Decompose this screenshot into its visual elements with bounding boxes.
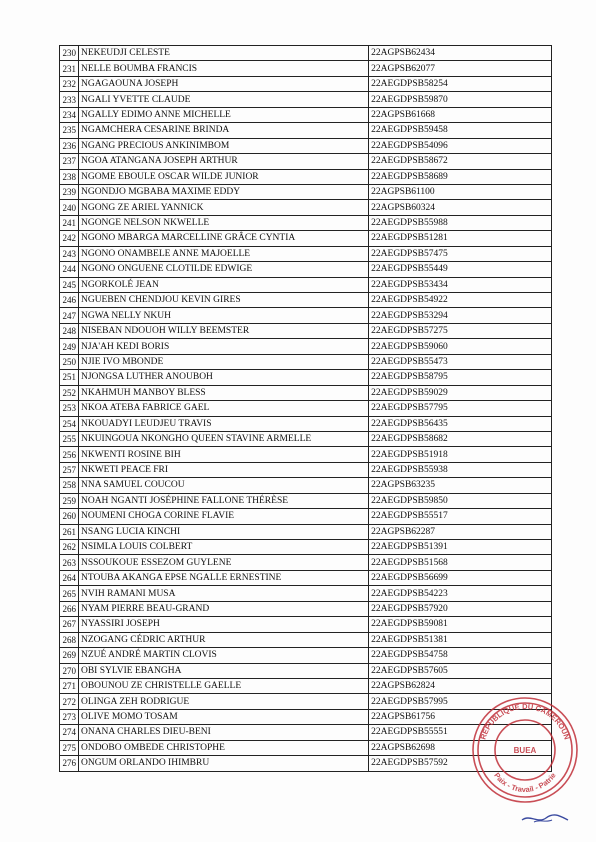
candidate-code: 22AEGDPSB57795	[369, 401, 552, 416]
signature-mark	[520, 808, 570, 828]
candidate-code: 22AEGDPSB57475	[369, 246, 552, 261]
candidate-name: NKUINGOUA NKONGHO QUEEN STAVINE ARMELLE	[78, 431, 368, 446]
row-number: 275	[60, 740, 79, 755]
row-number: 237	[60, 154, 79, 169]
row-number: 246	[60, 293, 79, 308]
table-row	[60, 678, 552, 693]
candidate-name: NZOGANG CÉDRIC ARTHUR	[78, 632, 368, 647]
table-row	[60, 447, 552, 462]
candidate-code: 22AEGDPSB58682	[369, 431, 552, 446]
candidate-code: 22AEGDPSB59850	[369, 493, 552, 508]
candidate-code: 22AGPSB62434	[369, 46, 552, 61]
candidate-code: 22AGPSB63235	[369, 478, 552, 493]
row-number: 265	[60, 586, 79, 601]
candidate-code: 22AEGDPSB51391	[369, 540, 552, 555]
table-row	[60, 107, 552, 122]
table-row	[60, 92, 552, 107]
candidate-name: NGONDJO MGBABA MAXIME EDDY	[78, 184, 368, 199]
candidate-name: NKWETI PEACE FRI	[78, 462, 368, 477]
row-number: 270	[60, 663, 79, 678]
candidate-name: NGALLY EDIMO ANNE MICHELLE	[78, 107, 368, 122]
candidate-code: 22AEGDPSB56699	[369, 570, 552, 585]
candidate-name: NYAM PIERRE BEAU-GRAND	[78, 601, 368, 616]
candidate-code: 22AEGDPSB55551	[369, 725, 552, 740]
row-number: 273	[60, 709, 79, 724]
row-number: 234	[60, 107, 79, 122]
candidate-name: OBI SYLVIE EBANGHA	[78, 663, 368, 678]
candidate-name: NGOA ATANGANA JOSEPH ARTHUR	[78, 154, 368, 169]
candidate-code: 22AEGDPSB55938	[369, 462, 552, 477]
table-row	[60, 524, 552, 539]
candidate-list-table	[59, 45, 552, 772]
candidate-code: 22AEGDPSB57995	[369, 694, 552, 709]
candidate-code: 22AEGDPSB59458	[369, 123, 552, 138]
candidate-name: ONDOBO OMBEDE CHRISTOPHE	[78, 740, 368, 755]
candidate-name: NISEBAN NDOUOH WILLY BEEMSTER	[78, 323, 368, 338]
candidate-code: 22AEGDPSB59029	[369, 385, 552, 400]
candidate-name: NGOME EBOULE OSCAR WILDE JUNIOR	[78, 169, 368, 184]
candidate-name: NKWENTI ROSINE BIH	[78, 447, 368, 462]
table-row	[60, 555, 552, 570]
row-number: 230	[60, 46, 79, 61]
candidate-code: 22AEGDPSB51918	[369, 447, 552, 462]
candidate-code: 22AEGDPSB57605	[369, 663, 552, 678]
candidate-code: 22AEGDPSB58254	[369, 76, 552, 91]
candidate-code: 22AEGDPSB57275	[369, 323, 552, 338]
table-row	[60, 570, 552, 585]
candidate-name: NKOUADYI LEUDJEU TRAVIS	[78, 416, 368, 431]
candidate-code: 22AGPSB60324	[369, 200, 552, 215]
table-row	[60, 138, 552, 153]
candidate-name: ONGUM ORLANDO IHIMBRU	[78, 756, 368, 771]
candidate-name: NJONGSA LUTHER ANOUBOH	[78, 370, 368, 385]
candidate-code: 22AGPSB62824	[369, 678, 552, 693]
candidate-code: 22AEGDPSB54758	[369, 648, 552, 663]
candidate-code: 22AEGDPSB58672	[369, 154, 552, 169]
candidate-name: ONANA CHARLES DIEU-BENI	[78, 725, 368, 740]
row-number: 241	[60, 215, 79, 230]
table-row	[60, 169, 552, 184]
row-number: 233	[60, 92, 79, 107]
row-number: 262	[60, 540, 79, 555]
candidate-code: 22AEGDPSB59081	[369, 617, 552, 632]
row-number: 239	[60, 184, 79, 199]
table-row	[60, 401, 552, 416]
candidate-code: 22AEGDPSB54096	[369, 138, 552, 153]
candidate-name: NGWA NELLY NKUH	[78, 308, 368, 323]
candidate-name: NGONO ONGUENE CLOTILDE EDWIGE	[78, 262, 368, 277]
candidate-name: NKOA ATEBA FABRICE GAEL	[78, 401, 368, 416]
candidate-name: NJIE IVO MBONDE	[78, 354, 368, 369]
table-row	[60, 385, 552, 400]
candidate-code: 22AEGDPSB58689	[369, 169, 552, 184]
table-row	[60, 154, 552, 169]
svg-text:Paix - Travail - Patrie: Paix - Travail - Patrie	[492, 770, 558, 795]
table-row	[60, 509, 552, 524]
table-row	[60, 76, 552, 91]
candidate-code: 22AEGDPSB51568	[369, 555, 552, 570]
table-row	[60, 354, 552, 369]
candidate-code: 22AEGDPSB58795	[369, 370, 552, 385]
row-number: 257	[60, 462, 79, 477]
table-row	[60, 123, 552, 138]
candidate-name: NKAHMUH MANBOY BLESS	[78, 385, 368, 400]
table-row	[60, 540, 552, 555]
table-row	[60, 308, 552, 323]
svg-text:BUEA: BUEA	[513, 746, 537, 755]
table-row	[60, 632, 552, 647]
candidate-name: NGAMCHERA CESARINE BRINDA	[78, 123, 368, 138]
table-row	[60, 586, 552, 601]
row-number: 236	[60, 138, 79, 153]
row-number: 272	[60, 694, 79, 709]
row-number: 232	[60, 76, 79, 91]
candidate-name: NSANG LUCIA KINCHI	[78, 524, 368, 539]
table-row	[60, 601, 552, 616]
candidate-code: 22AEGDPSB54223	[369, 586, 552, 601]
svg-text:REPUBLIQUE DU CAMEROUN: REPUBLIQUE DU CAMEROUN	[478, 701, 572, 741]
candidate-name: NVIH RAMANI MUSA	[78, 586, 368, 601]
row-number: 243	[60, 246, 79, 261]
candidate-name: NNA SAMUEL COUCOU	[78, 478, 368, 493]
table-row	[60, 416, 552, 431]
table-row	[60, 231, 552, 246]
row-number: 261	[60, 524, 79, 539]
candidate-name: NGONO ONAMBELE ANNE MAJOELLE	[78, 246, 368, 261]
row-number: 253	[60, 401, 79, 416]
candidate-code: 22AEGDPSB51381	[369, 632, 552, 647]
candidate-code: 22AEGDPSB56435	[369, 416, 552, 431]
table-row	[60, 493, 552, 508]
table-row	[60, 184, 552, 199]
candidate-name: NOAH NGANTI JOSÉPHINE FALLONE THÉRÈSE	[78, 493, 368, 508]
candidate-code: 22AGPSB62287	[369, 524, 552, 539]
table-row	[60, 246, 552, 261]
row-number: 276	[60, 756, 79, 771]
row-number: 240	[60, 200, 79, 215]
candidate-name: NGONGE NELSON NKWELLE	[78, 215, 368, 230]
row-number: 247	[60, 308, 79, 323]
candidate-name: OLINGA ZEH RODRIGUE	[78, 694, 368, 709]
candidate-code: 22AEGDPSB53294	[369, 308, 552, 323]
row-number: 238	[60, 169, 79, 184]
table-row	[60, 200, 552, 215]
row-number: 260	[60, 509, 79, 524]
candidate-name: NELLE BOUMBA FRANCIS	[78, 61, 368, 76]
candidate-name: NYASSIRI JOSEPH	[78, 617, 368, 632]
candidate-name: NGANG PRECIOUS ANKINIMBOM	[78, 138, 368, 153]
candidate-name: NSSOUKOUE ESSEZOM GUYLENE	[78, 555, 368, 570]
table-row	[60, 61, 552, 76]
row-number: 266	[60, 601, 79, 616]
row-number: 252	[60, 385, 79, 400]
candidate-name: NTOUBA AKANGA EPSE NGALLE ERNESTINE	[78, 570, 368, 585]
row-number: 231	[60, 61, 79, 76]
candidate-name: NSIMLA LOUIS COLBERT	[78, 540, 368, 555]
candidate-code: 22AEGDPSB55473	[369, 354, 552, 369]
table-row	[60, 663, 552, 678]
row-number: 258	[60, 478, 79, 493]
candidate-list-body	[60, 46, 552, 772]
official-stamp	[470, 695, 580, 805]
table-row	[60, 431, 552, 446]
row-number: 248	[60, 323, 79, 338]
row-number: 256	[60, 447, 79, 462]
row-number: 244	[60, 262, 79, 277]
row-number: 259	[60, 493, 79, 508]
candidate-code: 22AEGDPSB57920	[369, 601, 552, 616]
row-number: 242	[60, 231, 79, 246]
table-row	[60, 46, 552, 61]
row-number: 250	[60, 354, 79, 369]
candidate-code: 22AEGDPSB59870	[369, 92, 552, 107]
row-number: 264	[60, 570, 79, 585]
candidate-code: 22AEGDPSB54922	[369, 293, 552, 308]
table-row	[60, 262, 552, 277]
candidate-code: 22AGPSB62698	[369, 740, 552, 755]
table-row	[60, 462, 552, 477]
candidate-code: 22AEGDPSB55517	[369, 509, 552, 524]
candidate-name: NZUÉ ANDRÉ MARTIN CLOVIS	[78, 648, 368, 663]
candidate-name: NEKEUDJI CELESTE	[78, 46, 368, 61]
table-row	[60, 277, 552, 292]
candidate-code: 22AGPSB62077	[369, 61, 552, 76]
row-number: 267	[60, 617, 79, 632]
table-row	[60, 323, 552, 338]
candidate-name: NGAGAOUNA JOSEPH	[78, 76, 368, 91]
candidate-code: 22AEGDPSB55988	[369, 215, 552, 230]
row-number: 274	[60, 725, 79, 740]
candidate-code: 22AGPSB61100	[369, 184, 552, 199]
candidate-code: 22AEGDPSB57592	[369, 756, 552, 771]
table-row	[60, 478, 552, 493]
row-number: 254	[60, 416, 79, 431]
candidate-name: OBOUNOU ZE CHRISTELLE GAELLE	[78, 678, 368, 693]
candidate-name: NGUEBEN CHENDJOU KEVIN GIRES	[78, 293, 368, 308]
table-row	[60, 648, 552, 663]
candidate-name: NGONO MBARGA MARCELLINE GRÂCE CYNTIA	[78, 231, 368, 246]
table-row	[60, 215, 552, 230]
row-number: 245	[60, 277, 79, 292]
candidate-code: 22AGPSB61668	[369, 107, 552, 122]
candidate-name: NGONG ZE ARIEL YANNICK	[78, 200, 368, 215]
table-row	[60, 339, 552, 354]
candidate-name: NOUMENI CHOGA CORINE FLAVIE	[78, 509, 368, 524]
candidate-code: 22AEGDPSB53434	[369, 277, 552, 292]
row-number: 269	[60, 648, 79, 663]
row-number: 268	[60, 632, 79, 647]
candidate-name: NGALI YVETTE CLAUDE	[78, 92, 368, 107]
candidate-code: 22AEGDPSB51281	[369, 231, 552, 246]
table-row	[60, 617, 552, 632]
row-number: 263	[60, 555, 79, 570]
candidate-code: 22AEGDPSB55449	[369, 262, 552, 277]
table-row	[60, 370, 552, 385]
row-number: 249	[60, 339, 79, 354]
table-row	[60, 293, 552, 308]
row-number: 251	[60, 370, 79, 385]
candidate-name: NJA'AH KEDI BORIS	[78, 339, 368, 354]
candidate-code: 22AGPSB61756	[369, 709, 552, 724]
row-number: 235	[60, 123, 79, 138]
candidate-code: 22AEGDPSB59060	[369, 339, 552, 354]
candidate-name: NGORKOLÉ JEAN	[78, 277, 368, 292]
row-number: 271	[60, 678, 79, 693]
row-number: 255	[60, 431, 79, 446]
candidate-name: OLIVE MOMO TOSAM	[78, 709, 368, 724]
